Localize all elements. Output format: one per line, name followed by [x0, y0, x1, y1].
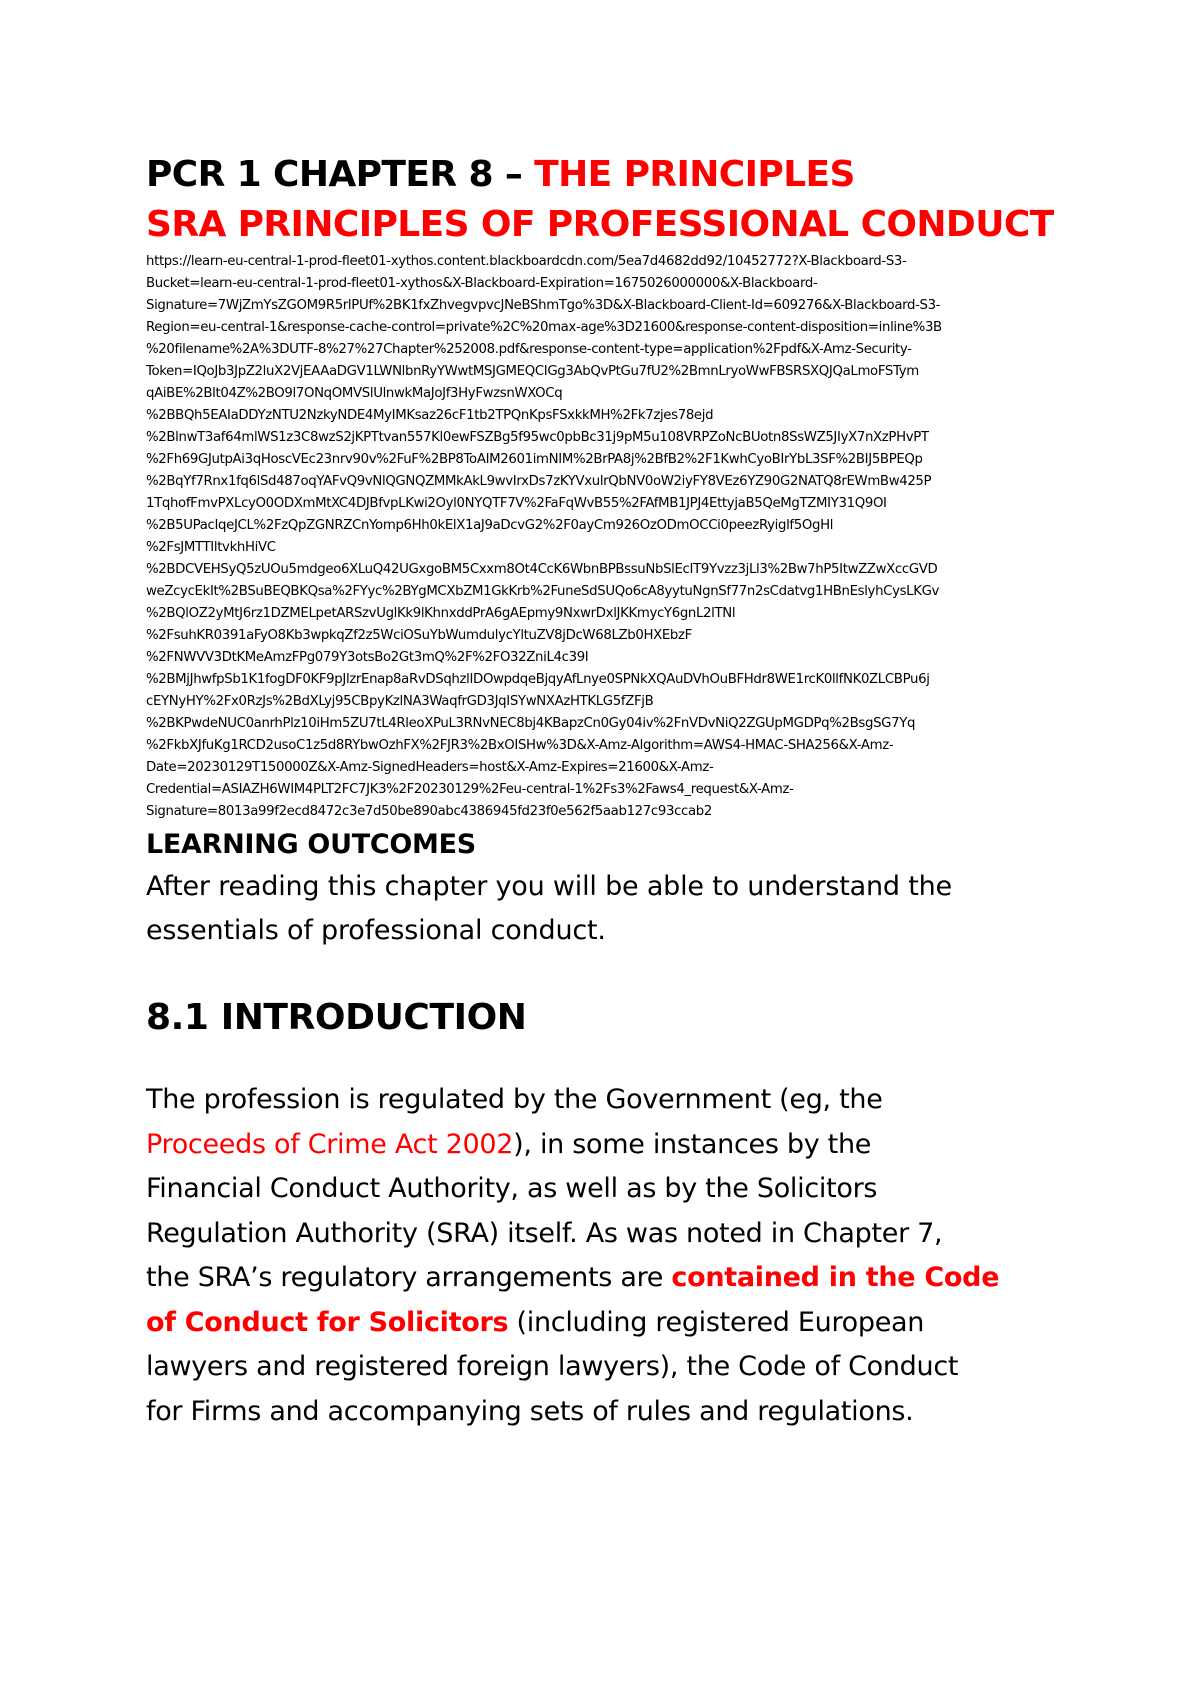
paragraph-line: Regulation Authority (SRA) itself. As was noted in Chapter 7,: [146, 1217, 943, 1249]
url-line[interactable]: %20filename%2A%3DUTF-8%27%27Chapter%252008.pdf&response-content-type=application%2Fpdf&X-Amz-Security-: [146, 342, 912, 357]
url-line[interactable]: %2BKPwdeNUC0anrhPlz10iHm5ZU7tL4RleoXPuL3RNvNEC8bj4KBapzCn0Gy04iv%2FnVDvNiQ2ZGUpMGDPq%2BsgSG7Yq: [146, 716, 916, 731]
url-line[interactable]: %2B5UPacIqeJCL%2FzQpZGNRZCnYomp6Hh0kElX1aJ9aDcvG2%2F0ayCm926OzODmOCCi0peezRyiglf5OgHl: [146, 518, 834, 533]
url-line[interactable]: %2Fh69GJutpAi3qHoscVEc23nrv90v%2FuF%2BP8ToAIM2601imNIM%2BrPA8j%2BfB2%2F1KwhCyoBIrYbL3SF%2BIJ5BPEQp: [146, 452, 923, 467]
paragraph-line: [146, 1301, 1076, 1346]
paragraph-line: for Firms and accompanying sets of rules and regulations.: [146, 1395, 914, 1427]
url-line[interactable]: %2BDCVEHSyQ5zUOu5mdgeo6XLuQ42UGxgoBM5Cxxm8Ot4CcK6WbnBPBssuNbSlEcIT9Yvzz3jLl3%2Bw7hP5ItwZZwXccGVD: [146, 562, 938, 577]
url-line[interactable]: %2FNWVV3DtKMeAmzFPg079Y3otsBo2Gt3mQ%2F%2FO32ZniL4c39I: [146, 650, 589, 665]
paragraph-line: lawyers and registered foreign lawyers), the Code of Conduct: [146, 1351, 959, 1382]
url-line[interactable]: Region=eu-central-1&response-cache-control=private%2C%20max-age%3D21600&response-content-disposition=inline%3B: [146, 320, 942, 335]
url-line[interactable]: Token=IQoJb3JpZ2luX2VjEAAaDGV1LWNlbnRyYWwtMSJGMEQCIGg3AbQvPtGu7fU2%2BmnLryoWwFBSRSXQJQaLmoFSTym: [146, 364, 919, 379]
code-of-conduct-highlight: of Conduct for Solicitors: [146, 1306, 509, 1338]
chapter-title-highlight: THE PRINCIPLES: [534, 154, 855, 195]
url-line[interactable]: %2FsJMTTIltvkhHiVC: [146, 540, 276, 555]
learning-outcomes-line: essentials of professional conduct.: [146, 915, 606, 946]
source-url[interactable]: [146, 251, 1076, 823]
chapter-title: [146, 150, 1076, 200]
url-line[interactable]: %2BqYf7Rnx1fq6lSd487oqYAFvQ9vNlQGNQZMMkAkL9wvIrxDs7zKYVxulrQbNV0oW2iyFY8VEz6YZ90G2NATQ8rEWmBw425P: [146, 474, 932, 489]
url-line[interactable]: 1TqhofFmvPXLcyO0ODXmMtXC4DJBfvpLKwi2Oyl0NYQTF7V%2FaFqWvB55%2FAfMB1JPJ4EttyjaB5QeMgTZMIY31Q9OI: [146, 496, 887, 511]
url-line[interactable]: https://learn-eu-central-1-prod-fleet01-xythos.content.blackboardcdn.com/5ea7d4682dd92/10452772?X-Blackboard-S3-: [146, 254, 907, 269]
url-line[interactable]: Bucket=learn-eu-central-1-prod-fleet01-xythos&X-Blackboard-Expiration=1675026000000&X-Blackboard-: [146, 276, 818, 291]
url-line[interactable]: Credential=ASIAZH6WIM4PLT2FC7JK3%2F20230129%2Feu-central-1%2Fs3%2Faws4_request&X-Amz-: [146, 782, 794, 797]
chapter-title-prefix: PCR 1 CHAPTER 8 –: [146, 154, 535, 195]
code-of-conduct-highlight: contained in the Code: [671, 1262, 1000, 1293]
paragraph-line: Financial Conduct Authority, as well as by the Solicitors: [146, 1173, 878, 1204]
url-line[interactable]: Signature=7WjZmYsZGOM9R5rlPUf%2BK1fxZhvegvpvcJNeBShmTgo%3D&X-Blackboard-Client-Id=609276&X-Blackboard-S3-: [146, 298, 941, 313]
learning-outcomes-heading: LEARNING OUTCOMES: [146, 829, 476, 860]
document-page: [146, 150, 1076, 1434]
url-line[interactable]: %2BMjJhwfpSb1K1fogDF0KF9pJlzrEnap8aRvDSqhzlIDOwpdqeBjqyAfLnye0SPNkXQAuDVhOuBFHdr8WE1rcK0llfNK0ZLCBPu6j: [146, 672, 930, 687]
paragraph-text: the SRA’s regulatory arrangements are: [146, 1262, 672, 1293]
paragraph-line: The profession is regulated by the Government (eg, the: [146, 1084, 883, 1115]
url-line[interactable]: weZcycEkIt%2BSuBEQBKQsa%2FYyc%2BYgMCXbZM1GkKrb%2FuneSdSUQo6cA8yytuNgnSf77n2sCdatvg1HBnEslyhCysLKGv: [146, 584, 940, 599]
paragraph-text: (including registered European: [508, 1306, 925, 1338]
learning-outcomes-text: [146, 865, 1076, 953]
paragraph-line: [146, 1256, 1076, 1301]
url-line[interactable]: %2BlnwT3af64mlWS1z3C8wzS2jKPTtvan557Kl0ewFSZBg5f95wc0pbBc31j9pM5u108VRPZoNcBUotn8SsWZ5JIyX7nXzPHvPT: [146, 430, 929, 445]
url-line[interactable]: qAiBE%2Blt04Z%2BO9l7ONqOMVSlUlnwkMaJoJf3HyFwzsnWXOCq: [146, 386, 563, 401]
paragraph-text: ), in some instances by the: [513, 1128, 872, 1160]
url-line[interactable]: cEYNyHY%2Fx0RzJs%2BdXLyj95CBpyKzlNA3WaqfrGD3JqISYwNXAzHTKLG5fZFjB: [146, 694, 654, 709]
paragraph-line: [146, 1123, 1076, 1168]
introduction-heading: 8.1 INTRODUCTION: [146, 997, 527, 1038]
proceeds-of-crime-act-link[interactable]: Proceeds of Crime Act 2002: [146, 1128, 514, 1160]
url-line[interactable]: %2FkbXJfuKg1RCD2usoC1z5d8RYbwOzhFX%2FJR3%2BxOISHw%3D&X-Amz-Algorithm=AWS4-HMAC-SHA256&X-Amz-: [146, 738, 894, 753]
url-line[interactable]: %2BQlOZ2yMtJ6rz1DZMELpetARSzvUglKk9lKhnxddPrA6gAEpmy9NxwrDxlJKKmycY6gnL2lTNl: [146, 606, 736, 621]
url-line[interactable]: Signature=8013a99f2ecd8472c3e7d50be890abc4386945fd23f0e562f5aab127c93ccab2: [146, 804, 713, 819]
url-line[interactable]: %2BBQh5EAIaDDYzNTU2NzkyNDE4MyIMKsaz26cF1tb2TPQnKpsFSxkkMH%2Fk7zjes78ejd: [146, 408, 714, 423]
url-line[interactable]: %2FsuhKR0391aFyO8Kb3wpkqZf2z5WciOSuYbWumdulycYltuZV8jDcW68LZb0HXEbzF: [146, 628, 692, 643]
introduction-paragraph: [146, 1078, 1076, 1434]
url-line[interactable]: Date=20230129T150000Z&X-Amz-SignedHeaders=host&X-Amz-Expires=21600&X-Amz-: [146, 760, 714, 775]
chapter-subtitle: SRA PRINCIPLES OF PROFESSIONAL CONDUCT: [146, 204, 1054, 245]
learning-outcomes-line: After reading this chapter you will be able to understand the: [146, 871, 952, 902]
